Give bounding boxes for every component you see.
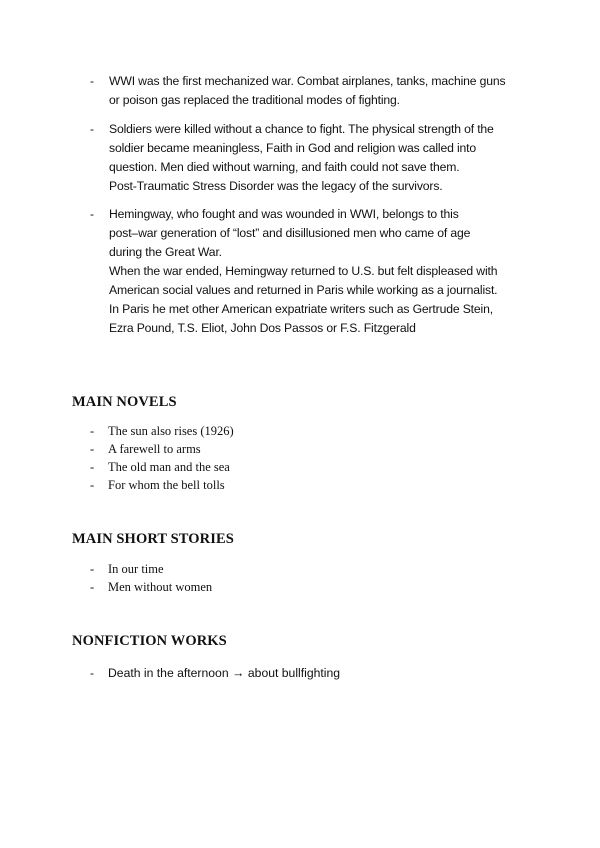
list-item (90, 422, 234, 440)
nonfiction-works-heading: NONFICTION WORKS (72, 633, 227, 649)
bullet-line: When the war ended, Hemingway returned to U.S. but felt displeased with (109, 264, 498, 278)
novel-title: A farewell to arms (108, 442, 201, 456)
nonfiction-note: about bullfighting (247, 666, 341, 680)
bullet-line: or poison gas replaced the traditional modes of fighting. (109, 93, 400, 107)
bullet-line: Ezra Pound, T.S. Eliot, John Dos Passos or F.S. Fitzgerald (109, 321, 416, 335)
bullet-dash: - (90, 74, 94, 88)
bullet-dash: - (90, 580, 95, 594)
main-novels-heading: MAIN NOVELS (72, 394, 177, 410)
list-item (90, 560, 212, 578)
bullet-dash: - (90, 424, 95, 438)
context-bullet-3 (90, 205, 540, 338)
bullet-dash: - (90, 207, 94, 221)
bullet-dash: - (90, 442, 95, 456)
nonfiction-item (90, 664, 340, 682)
short-story-title: In our time (108, 562, 164, 576)
bullet-line: post–war generation of “lost” and disillusioned men who came of age (109, 226, 471, 240)
bullet-dash: - (90, 562, 95, 576)
list-item (90, 578, 212, 596)
bullet-line: soldier became meaningless, Faith in God and religion was called into (109, 141, 476, 155)
main-short-stories-heading: MAIN SHORT STORIES (72, 531, 234, 547)
novel-title: For whom the bell tolls (108, 478, 225, 492)
list-item (90, 440, 234, 458)
bullet-line: WWI was the first mechanized war. Combat airplanes, tanks, machine guns (109, 74, 506, 88)
novel-title: The sun also rises (1926) (108, 424, 234, 438)
nonfiction-title: Death in the afternoon (108, 666, 229, 680)
bullet-line: American social values and returned in Paris while working as a journalist. (109, 283, 498, 297)
bullet-dash: - (90, 460, 95, 474)
short-story-title: Men without women (108, 580, 213, 594)
bullet-line: Soldiers were killed without a chance to fight. The physical strength of the (109, 122, 494, 136)
arrow-icon: → (232, 666, 245, 680)
context-bullet-1 (90, 72, 540, 110)
bullet-dash: - (90, 122, 94, 136)
bullet-dash: - (90, 478, 95, 492)
bullet-line: during the Great War. (109, 245, 222, 259)
bullet-line: In Paris he met other American expatriate writers such as Gertrude Stein, (109, 302, 493, 316)
bullet-line: question. Men died without warning, and faith could not save them. (109, 160, 460, 174)
novel-title: The old man and the sea (108, 460, 230, 474)
context-bullet-2 (90, 120, 540, 196)
main-short-stories-list (90, 560, 212, 596)
main-novels-list (90, 422, 234, 494)
list-item (90, 476, 234, 494)
bullet-line: Post-Traumatic Stress Disorder was the legacy of the survivors. (109, 179, 443, 193)
list-item (90, 458, 234, 476)
bullet-line: Hemingway, who fought and was wounded in WWI, belongs to this (109, 207, 459, 221)
bullet-dash: - (90, 666, 95, 680)
